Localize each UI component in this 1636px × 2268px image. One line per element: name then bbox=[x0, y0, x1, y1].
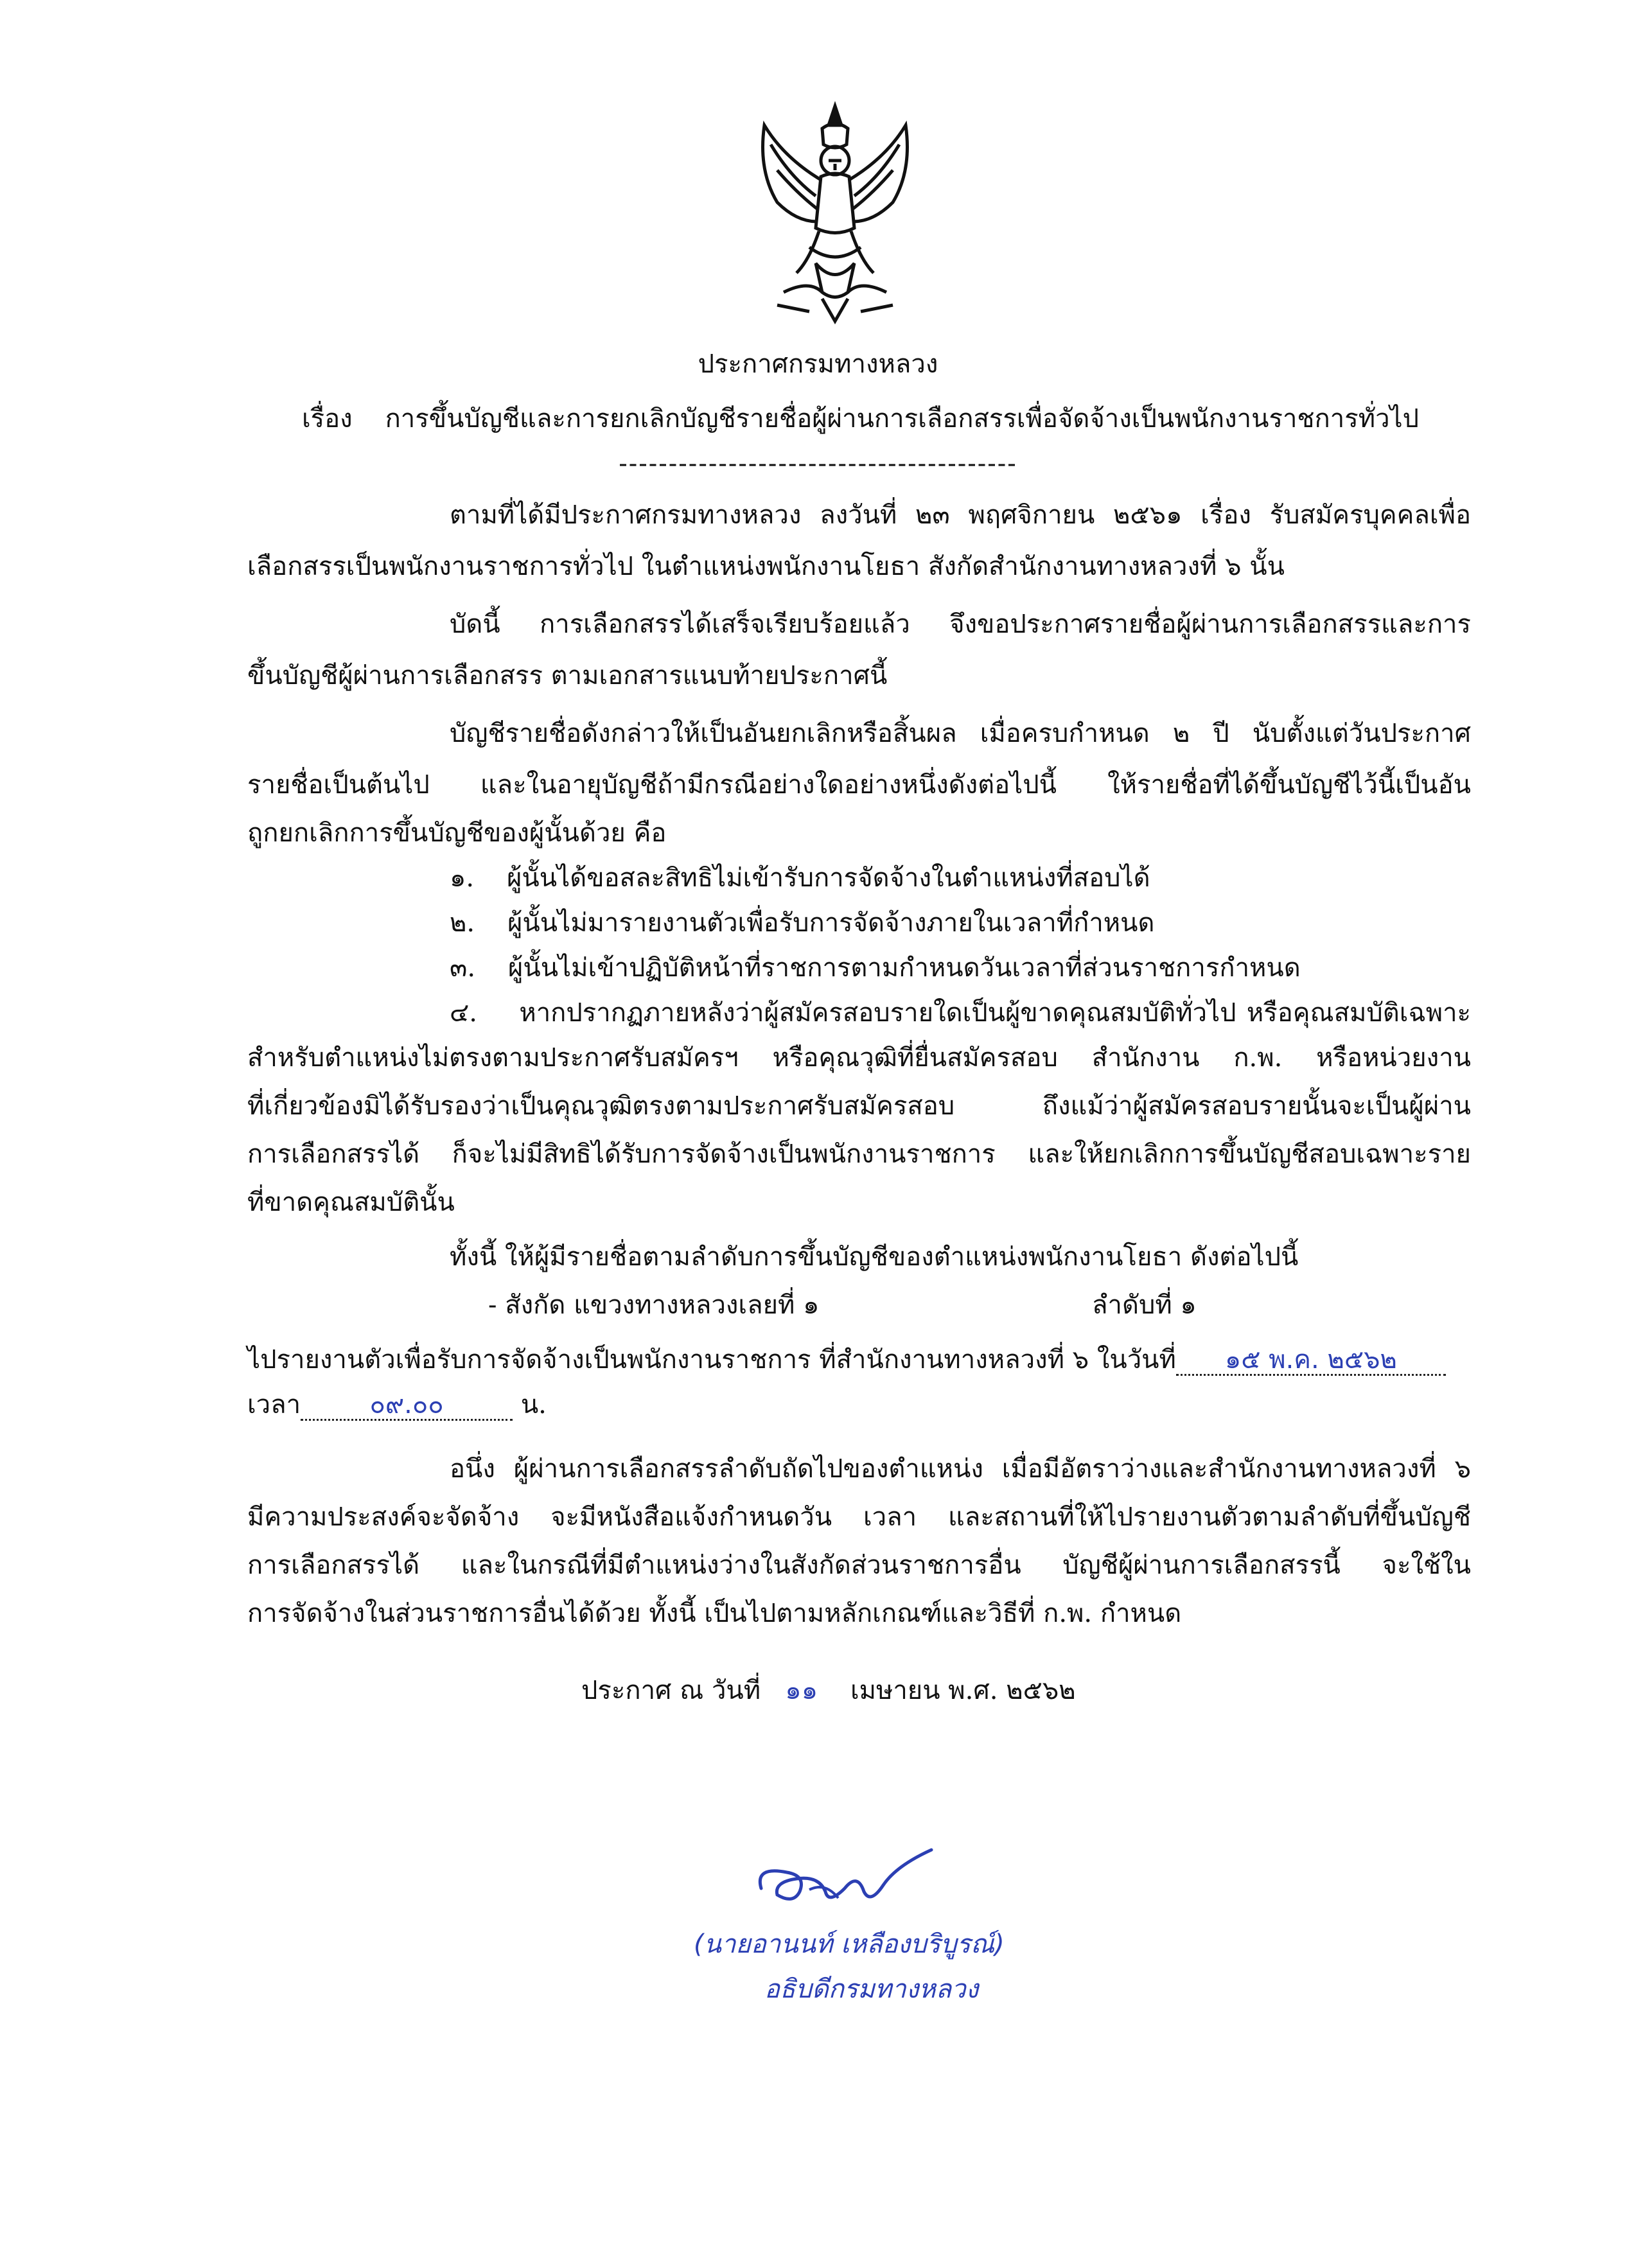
para3-line2: รายชื่อเป็นต้นไป และในอายุบัญชีถ้ามีกรณีอย่างใดอย่างหนึ่งดังต่อไปนี้ ให้รายชื่อที่ได้ขึ้นบัญชีไว้นี้เป็นอัน bbox=[247, 770, 1471, 800]
item-number: ๒. bbox=[450, 908, 475, 938]
rank-line: ลำดับที่ ๑ bbox=[1092, 1290, 1197, 1320]
time-label: เวลา bbox=[247, 1390, 301, 1420]
announce-prefix: ประกาศ ณ วันที่ bbox=[581, 1676, 761, 1705]
para5-line1: อนึ่ง ผู้ผ่านการเลือกสรรลำดับถัดไปของตำแหน่ง เมื่อมีอัตราว่างและสำนักงานทางหลวงที่ ๖ bbox=[450, 1454, 1471, 1484]
report-date-field bbox=[1176, 1346, 1446, 1376]
announce-date-line bbox=[581, 1676, 1076, 1705]
subject-line bbox=[302, 405, 1419, 433]
item-text: ผู้นั้นได้ขอสละสิทธิไม่เข้ารับการจัดจ้างในตำแหน่งที่สอบได้ bbox=[506, 863, 1150, 893]
item-number: ๓. bbox=[450, 953, 476, 983]
time-field bbox=[301, 1391, 513, 1421]
para2-line1: บัดนี้ การเลือกสรรได้เสร็จเรียบร้อยแล้ว จึงขอประกาศรายชื่อผู้ผ่านการเลือกสรรและการ bbox=[450, 610, 1471, 639]
para2-line2: ขึ้นบัญชีผู้ผ่านการเลือกสรร ตามเอกสารแนบท้ายประกาศนี้ bbox=[247, 661, 888, 690]
time-handwritten: ๐๙.๐๐ bbox=[369, 1390, 444, 1420]
time-suffix: น. bbox=[520, 1390, 547, 1420]
para5-line4: การจัดจ้างในส่วนราชการอื่นได้ด้วย ทั้งนี้ เป็นไปตามหลักเกณฑ์และวิธีที่ ก.พ. กำหนด bbox=[247, 1599, 1182, 1628]
announce-month-year: เมษายน พ.ศ. ๒๕๖๒ bbox=[850, 1676, 1076, 1705]
separator-line: ---------------------------------------- bbox=[619, 449, 1017, 479]
signer-position: อธิบดีกรมทางหลวง bbox=[764, 1974, 979, 2004]
report-text: ไปรายงานตัวเพื่อรับการจัดจ้างเป็นพนักงานราชการ ที่สำนักงานทางหลวงที่ ๖ ในวันที่ bbox=[247, 1345, 1176, 1375]
subject-label: เรื่อง bbox=[302, 404, 353, 434]
item-text: หากปรากฏภายหลังว่าผู้สมัครสอบรายใดเป็นผู้ขาดคุณสมบัติทั่วไป หรือคุณสมบัติเฉพาะ bbox=[519, 998, 1472, 1028]
item-number: ๑. bbox=[450, 863, 475, 893]
item4-line3: ที่เกี่ยวข้องมิได้รับรองว่าเป็นคุณวุฒิตรงตามประกาศรับสมัครสอบ ถึงแม้ว่าผู้สมัครสอบรายนั้นจะเป็นผู้ผ่าน bbox=[247, 1091, 1471, 1121]
report-line bbox=[247, 1346, 1446, 1376]
list-item bbox=[450, 954, 1301, 982]
item4-line4: การเลือกสรรได้ ก็จะไม่มีสิทธิได้รับการจัดจ้างเป็นพนักงานราชการ และให้ยกเลิกการขึ้นบัญชีสอบเฉพาะราย bbox=[247, 1139, 1471, 1169]
document-title: ประกาศกรมทางหลวง bbox=[698, 349, 938, 379]
para5-line3: การเลือกสรรได้ และในกรณีที่มีตำแหน่งว่างในสังกัดส่วนราชการอื่น บัญชีผู้ผ่านการเลือกสรรนี้ จะใช้ใน bbox=[247, 1551, 1471, 1580]
garuda-emblem-icon bbox=[739, 100, 931, 331]
time-line bbox=[247, 1391, 547, 1421]
item-text: ผู้นั้นไม่มารายงานตัวเพื่อรับการจัดจ้างภายในเวลาที่กำหนด bbox=[507, 908, 1155, 938]
para3-line3: ถูกยกเลิกการขึ้นบัญชีของผู้นั้นด้วย คือ bbox=[247, 818, 667, 848]
para1-line2: เลือกสรรเป็นพนักงานราชการทั่วไป ในตำแหน่งพนักงานโยธา สังกัดสำนักงานทางหลวงที่ ๖ นั้น bbox=[247, 552, 1285, 581]
para3-line1: บัญชีรายชื่อดังกล่าวให้เป็นอันยกเลิกหรือสิ้นผล เมื่อครบกำหนด ๒ ปี นับตั้งแต่วันประกาศ bbox=[450, 719, 1471, 748]
subject-text: การขึ้นบัญชีและการยกเลิกบัญชีรายชื่อผู้ผ่านการเลือกสรรเพื่อจัดจ้างเป็นพนักงานราชการทั่วไป bbox=[385, 404, 1420, 434]
item-text: ผู้นั้นไม่เข้าปฏิบัติหน้าที่ราชการตามกำหนดวันเวลาที่ส่วนราชการกำหนด bbox=[507, 953, 1301, 983]
list-item bbox=[450, 864, 1150, 892]
para5-line2: มีความประสงค์จะจัดจ้าง จะมีหนังสือแจ้งกำหนดวัน เวลา และสถานที่ให้ไปรายงานตัวตามลำดับที่ขึ้นบัญชี bbox=[247, 1502, 1471, 1532]
signer-name: (นายอานนท์ เหลืองบริบูรณ์) bbox=[694, 1930, 1005, 1959]
list-item bbox=[450, 999, 1471, 1027]
signature-image bbox=[748, 1843, 941, 1914]
unit-line: - สังกัด แขวงทางหลวงเลยที่ ๑ bbox=[488, 1290, 820, 1320]
announce-day-handwritten: ๑๑ bbox=[785, 1676, 818, 1705]
para4-line1: ทั้งนี้ ให้ผู้มีรายชื่อตามลำดับการขึ้นบัญชีของตำแหน่งพนักงานโยธา ดังต่อไปนี้ bbox=[450, 1242, 1299, 1272]
item4-line5: ที่ขาดคุณสมบัตินั้น bbox=[247, 1188, 455, 1217]
list-item bbox=[450, 909, 1154, 937]
report-date-handwritten: ๑๕ พ.ค. ๒๕๖๒ bbox=[1224, 1345, 1397, 1375]
item-number: ๔. bbox=[450, 998, 477, 1028]
para1-line1: ตามที่ได้มีประกาศกรมทางหลวง ลงวันที่ ๒๓ พฤศจิกายน ๒๕๖๑ เรื่อง รับสมัครบุคคลเพื่อ bbox=[450, 500, 1471, 530]
item4-line2: สำหรับตำแหน่งไม่ตรงตามประกาศรับสมัครฯ หรือคุณวุฒิที่ยื่นสมัครสอบ สำนักงาน ก.พ. หรือหน่วยงาน bbox=[247, 1043, 1471, 1073]
